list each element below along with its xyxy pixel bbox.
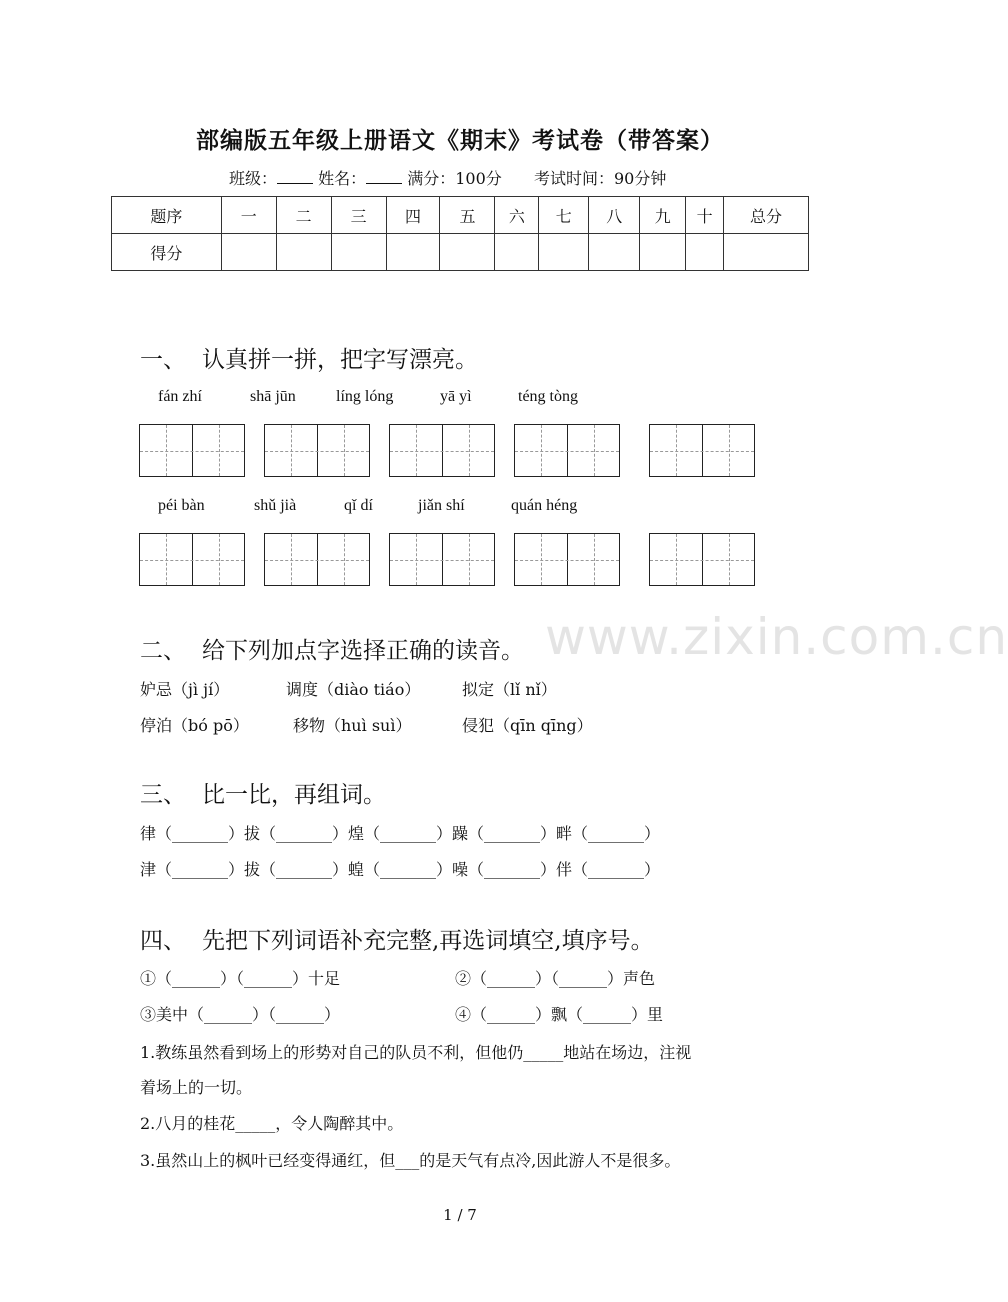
score-cell[interactable] — [539, 234, 589, 271]
fill-question-2: 2.八月的桂花_____，令人陶醉其中。 — [140, 1114, 404, 1133]
section1-num: 一、 — [140, 347, 186, 373]
score-table-row — [112, 234, 809, 271]
pinyin: shǔ jià — [254, 497, 297, 514]
section3-num: 三、 — [140, 782, 186, 808]
writing-box[interactable] — [649, 533, 755, 586]
pinyin: téng tòng — [518, 388, 578, 405]
section3-heading — [140, 776, 386, 809]
score-cell[interactable] — [724, 234, 809, 271]
exam-info — [229, 166, 666, 189]
writing-box[interactable] — [139, 533, 245, 586]
writing-box[interactable] — [389, 533, 495, 586]
score-cell[interactable] — [440, 234, 495, 271]
writing-box[interactable] — [139, 424, 245, 477]
pinyin: quán héng — [511, 497, 578, 514]
header-cell: 总分 — [724, 197, 809, 234]
pinyin: yā yì — [440, 388, 472, 405]
reading-option: 调度（diào tiáo） — [286, 680, 421, 699]
page-number: 1 / 7 — [443, 1206, 477, 1224]
section1-heading — [140, 341, 478, 374]
header-cell: 二 — [276, 197, 331, 234]
section2-num: 二、 — [140, 638, 186, 664]
header-cell: 八 — [589, 197, 640, 234]
fill-question-1: 1.教练虽然看到场上的形势对自己的队员不利，但他仍_____地站在场边，注视 — [140, 1043, 692, 1062]
pinyin: fán zhí — [158, 388, 202, 405]
word-compare-line: 津（_______）拔（_______）蝗（_______）噪（_______）伴（_______） — [140, 860, 661, 879]
writing-box[interactable] — [514, 533, 620, 586]
idiom-item: ④（______）飘（______）里 — [455, 1005, 664, 1024]
section2-heading — [140, 632, 524, 665]
score-cell[interactable] — [495, 234, 539, 271]
idiom-item: ①（______）（______）十足 — [140, 969, 341, 988]
writing-box[interactable] — [264, 533, 370, 586]
class-blank[interactable] — [277, 169, 313, 184]
idiom-item: ②（______）（______）声色 — [455, 969, 656, 988]
header-cell: 四 — [386, 197, 440, 234]
reading-option: 移物（huì suì） — [293, 716, 412, 735]
reading-option: 妒忌（jì jí） — [140, 680, 230, 699]
class-label: 班级： — [229, 169, 278, 188]
idiom-item: ③美中（______）（______） — [140, 1005, 341, 1024]
header-cell: 九 — [640, 197, 686, 234]
writing-box[interactable] — [649, 424, 755, 477]
section4-num: 四、 — [140, 928, 186, 954]
score-cell[interactable] — [686, 234, 724, 271]
pinyin: shā jūn — [250, 388, 296, 405]
header-cell: 六 — [495, 197, 539, 234]
name-label: 姓名： — [318, 169, 367, 188]
header-cell: 题序 — [112, 197, 222, 234]
score-cell[interactable] — [640, 234, 686, 271]
pinyin: líng lóng — [336, 388, 394, 405]
fill-question-1-cont: 着场上的一切。 — [140, 1078, 253, 1097]
header-cell: 十 — [686, 197, 724, 234]
reading-option: 拟定（lǐ nǐ） — [462, 680, 557, 699]
name-blank[interactable] — [366, 169, 402, 184]
score-table — [111, 196, 809, 271]
exam-time: 考试时间：90分钟 — [533, 169, 667, 188]
score-cell[interactable] — [386, 234, 440, 271]
word-compare-line: 律（_______）拔（_______）煌（_______）躁（_______）畔（_______） — [140, 824, 661, 843]
reading-option: 停泊（bó pō） — [140, 716, 249, 735]
section2-title: 给下列加点字选择正确的读音。 — [202, 638, 524, 664]
header-cell: 五 — [440, 197, 495, 234]
section4-heading — [140, 922, 654, 955]
header-cell: 三 — [331, 197, 386, 234]
reading-option: 侵犯（qīn qīng） — [462, 716, 593, 735]
watermark: www.zixin.com.cn — [545, 608, 1008, 666]
fill-question-3: 3.虽然山上的枫叶已经变得通红，但___的是天气有点冷,因此游人不是很多。 — [140, 1151, 681, 1170]
score-cell[interactable] — [331, 234, 386, 271]
score-cell[interactable] — [589, 234, 640, 271]
writing-box[interactable] — [264, 424, 370, 477]
header-cell: 七 — [539, 197, 589, 234]
score-cell[interactable] — [276, 234, 331, 271]
score-cell[interactable] — [221, 234, 276, 271]
header-cell: 一 — [221, 197, 276, 234]
pinyin: péi bàn — [158, 497, 205, 514]
page-title: 部编版五年级上册语文《期末》考试卷（带答案） — [196, 127, 724, 154]
writing-box[interactable] — [389, 424, 495, 477]
full-score: 满分：100分 — [407, 169, 502, 188]
row-label: 得分 — [112, 234, 222, 271]
section3-title: 比一比，再组词。 — [202, 782, 386, 808]
score-table-header — [112, 197, 809, 234]
section1-title: 认真拼一拼，把字写漂亮。 — [202, 347, 478, 373]
pinyin: qǐ dí — [344, 497, 373, 514]
pinyin: jiǎn shí — [418, 497, 465, 514]
writing-box[interactable] — [514, 424, 620, 477]
section4-title: 先把下列词语补充完整,再选词填空,填序号。 — [202, 928, 654, 954]
